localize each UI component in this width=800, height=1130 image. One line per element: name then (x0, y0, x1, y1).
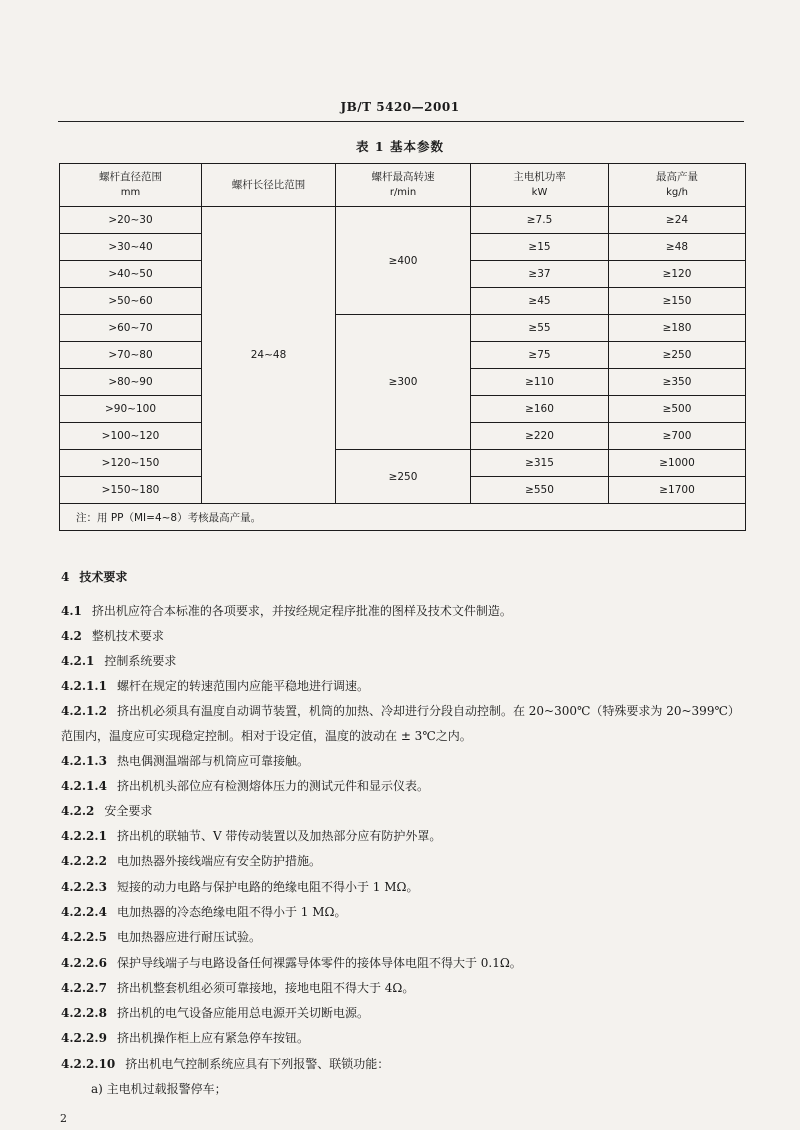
clause-4-2-2-10: 4.2.2.10 挤出机电气控制系统应具有下列报警、联锁功能： (61, 1057, 390, 1071)
cell-power: ≥110 (471, 369, 609, 396)
clause-4-2: 4.2 整机技术要求 (61, 629, 164, 643)
page-number: 2 (60, 1112, 67, 1125)
cell-diameter: >40~50 (60, 261, 202, 288)
clause-4-2-2-1: 4.2.2.1 挤出机的联轴节、V 带传动装置以及加热部分应有防护外罩。 (61, 829, 442, 843)
cell-diameter: >70~80 (60, 342, 202, 369)
clause-4-2-2-4: 4.2.2.4 电加热器的冷态绝缘电阻不得小于 1 MΩ。 (61, 905, 347, 919)
clause-4-2-1-2: 4.2.1.2 挤出机必须具有温度自动调节装置，机筒的加热、冷却进行分段自动控制。在 20~300℃（特殊要求为 20~399℃）范围内，温度应可实现稳定控制。相对于设定值，温度的波动在 ± 3℃之内。 (61, 704, 740, 743)
clause-4-1: 4.1 挤出机应符合本标准的各项要求，并按经规定程序批准的图样及技术文件制造。 (61, 604, 512, 618)
cell-output: ≥180 (609, 315, 746, 342)
cell-power: ≥315 (471, 450, 609, 477)
cell-output: ≥120 (609, 261, 746, 288)
header-rule (58, 121, 744, 122)
col-header-power: 主电机功率 kW (471, 164, 609, 207)
cell-output: ≥150 (609, 288, 746, 315)
cell-output: ≥1000 (609, 450, 746, 477)
clause-4-2-1-1: 4.2.1.1 螺杆在规定的转速范围内应能平稳地进行调速。 (61, 679, 369, 693)
table-caption: 表 1 基本参数 (356, 139, 444, 154)
cell-diameter: >150~180 (60, 477, 202, 504)
cell-power: ≥37 (471, 261, 609, 288)
basic-parameters-table (59, 163, 746, 531)
cell-power: ≥220 (471, 423, 609, 450)
cell-output: ≥350 (609, 369, 746, 396)
clause-4-2-1-3: 4.2.1.3 热电偶测温端部与机筒应可靠接触。 (61, 754, 309, 768)
clause-4-2-2-9: 4.2.2.9 挤出机操作柜上应有紧急停车按钮。 (61, 1031, 309, 1045)
clause-4-2-2-5: 4.2.2.5 电加热器应进行耐压试验。 (61, 930, 261, 944)
clause-4-2-2: 4.2.2 安全要求 (61, 804, 153, 818)
section-4-heading: 4 技术要求 (61, 570, 128, 584)
table-header-row (60, 164, 746, 207)
cell-diameter: >100~120 (60, 423, 202, 450)
cell-output: ≥250 (609, 342, 746, 369)
table-row (60, 450, 746, 477)
cell-speed: ≥400 (336, 207, 471, 315)
cell-diameter: >80~90 (60, 369, 202, 396)
col-header-speed: 螺杆最高转速 r/min (336, 164, 471, 207)
col-header-ld-ratio: 螺杆长径比范围 (202, 164, 336, 207)
cell-diameter: >20~30 (60, 207, 202, 234)
cell-output: ≥24 (609, 207, 746, 234)
cell-ld-ratio: 24~48 (202, 207, 336, 504)
col-header-output: 最高产量 kg/h (609, 164, 746, 207)
cell-power: ≥45 (471, 288, 609, 315)
cell-diameter: >90~100 (60, 396, 202, 423)
cell-power: ≥550 (471, 477, 609, 504)
cell-power: ≥75 (471, 342, 609, 369)
cell-output: ≥1700 (609, 477, 746, 504)
cell-power: ≥160 (471, 396, 609, 423)
cell-diameter: >60~70 (60, 315, 202, 342)
table-note: 注：用 PP（MI=4~8）考核最高产量。 (60, 504, 746, 531)
cell-speed: ≥300 (336, 315, 471, 450)
standard-number: JB/T 5420—2001 (340, 100, 460, 114)
clause-4-2-2-6: 4.2.2.6 保护导线端子与电路设备任何裸露导体零件的接体导体电阻不得大于 0.1Ω。 (61, 956, 522, 970)
cell-output: ≥500 (609, 396, 746, 423)
clause-4-2-2-3: 4.2.2.3 短接的动力电路与保护电路的绝缘电阻不得小于 1 MΩ。 (61, 880, 419, 894)
cell-diameter: >30~40 (60, 234, 202, 261)
cell-speed: ≥250 (336, 450, 471, 504)
clause-4-2-1: 4.2.1 控制系统要求 (61, 654, 177, 668)
clause-4-2-2-7: 4.2.2.7 挤出机整套机组必须可靠接地，接地电阻不得大于 4Ω。 (61, 981, 415, 995)
cell-diameter: >50~60 (60, 288, 202, 315)
table-note-row (60, 504, 746, 531)
clause-4-2-1-4: 4.2.1.4 挤出机机头部位应有检测熔体压力的测试元件和显示仪表。 (61, 779, 429, 793)
cell-power: ≥7.5 (471, 207, 609, 234)
list-item-a: a) 主电机过载报警停车； (91, 1082, 227, 1096)
cell-output: ≥48 (609, 234, 746, 261)
cell-power: ≥15 (471, 234, 609, 261)
clause-4-2-2-2: 4.2.2.2 电加热器外接线端应有安全防护措施。 (61, 854, 321, 868)
clause-4-2-2-8: 4.2.2.8 挤出机的电气设备应能用总电源开关切断电源。 (61, 1006, 369, 1020)
cell-power: ≥55 (471, 315, 609, 342)
table-row (60, 315, 746, 342)
table-row (60, 207, 746, 234)
cell-output: ≥700 (609, 423, 746, 450)
col-header-diameter: 螺杆直径范围 mm (60, 164, 202, 207)
cell-diameter: >120~150 (60, 450, 202, 477)
